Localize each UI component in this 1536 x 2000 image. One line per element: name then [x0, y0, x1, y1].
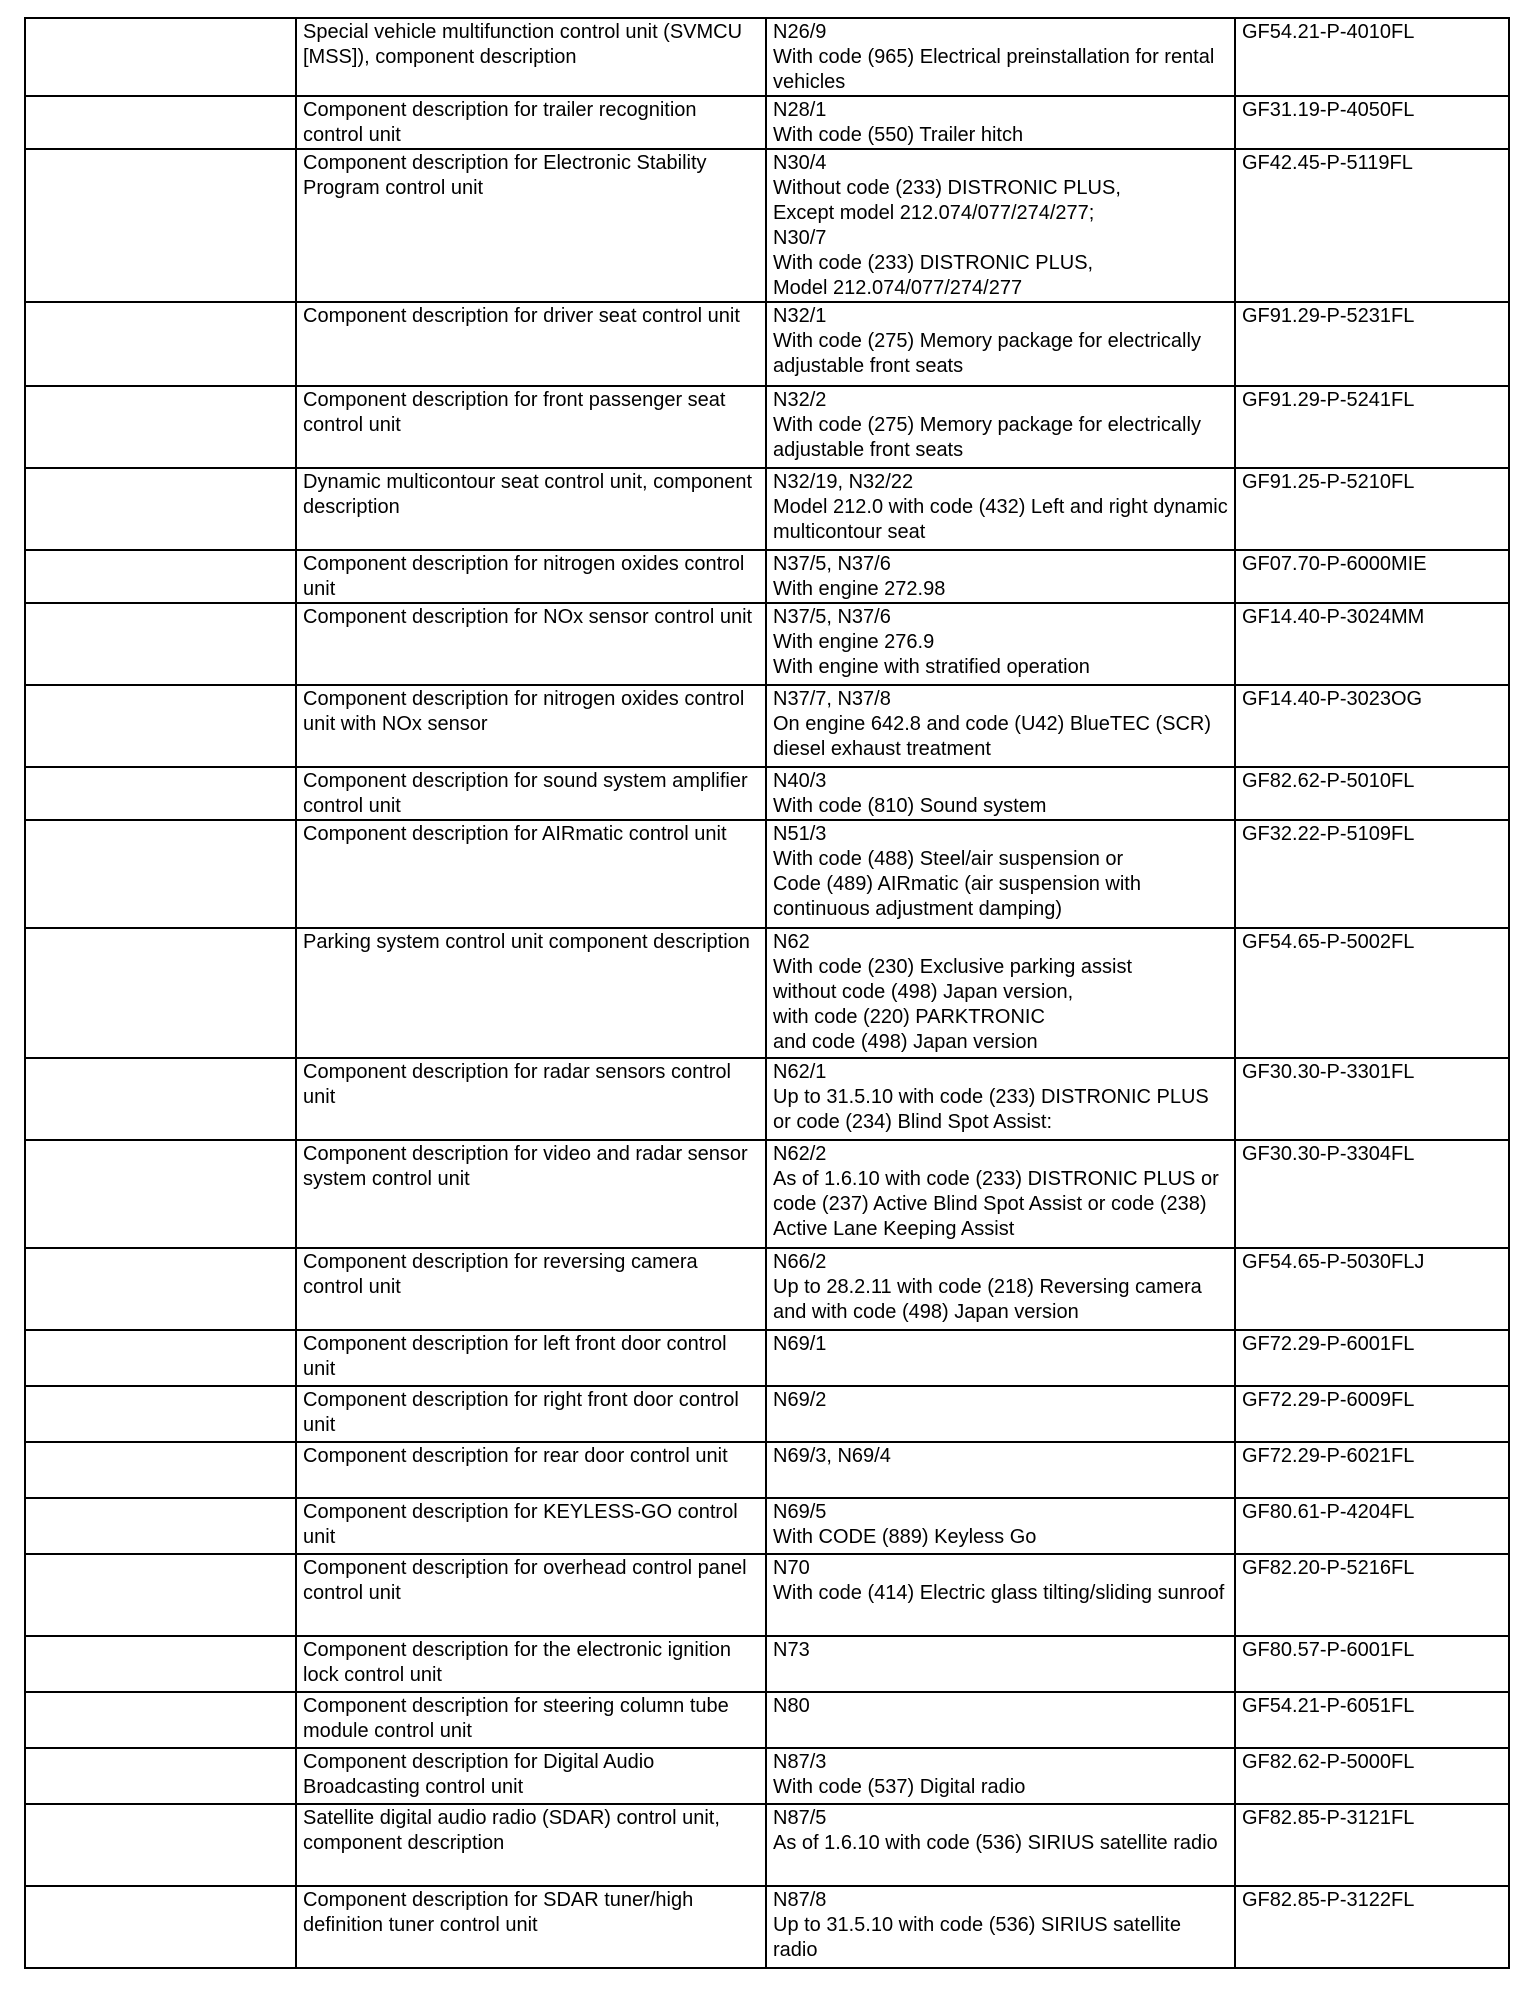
component-code-conditions: [766, 603, 1235, 685]
component-code-conditions: [766, 386, 1235, 468]
table-row: [25, 767, 1509, 820]
component-code-conditions: [766, 767, 1235, 820]
condition-line: N69/2: [773, 1389, 827, 1411]
condition-line: Code (489) AIRmatic (air suspension with continuous adjustment damping): [773, 873, 1141, 920]
component-code-conditions: [766, 685, 1235, 767]
empty-cell: [25, 149, 296, 302]
component-description: Component description for Digital Audio Broadcasting control unit: [296, 1748, 766, 1804]
table-body: [25, 18, 1509, 1968]
condition-line: With code (414) Electric glass tilting/sliding sunroof: [773, 1582, 1225, 1604]
component-description: Component description for Electronic Stability Program control unit: [296, 149, 766, 302]
document-number: GF32.22-P-5109FL: [1235, 820, 1509, 928]
document-number: GF72.29-P-6001FL: [1235, 1330, 1509, 1386]
document-number: GF42.45-P-5119FL: [1235, 149, 1509, 302]
document-number: GF82.85-P-3122FL: [1235, 1886, 1509, 1968]
empty-cell: [25, 1058, 296, 1140]
empty-cell: [25, 1442, 296, 1498]
empty-cell: [25, 550, 296, 603]
component-description: Component description for steering column tube module control unit: [296, 1692, 766, 1748]
document-number: GF54.21-P-6051FL: [1235, 1692, 1509, 1748]
condition-line: N26/9: [773, 21, 827, 43]
document-number: GF30.30-P-3304FL: [1235, 1140, 1509, 1248]
component-code-conditions: [766, 550, 1235, 603]
document-number: GF82.20-P-5216FL: [1235, 1554, 1509, 1636]
component-code-conditions: [766, 1636, 1235, 1692]
condition-line: N37/5, N37/6: [773, 553, 891, 575]
table-row: [25, 1058, 1509, 1140]
component-description: Component description for video and radar sensor system control unit: [296, 1140, 766, 1248]
document-number: GF82.62-P-5010FL: [1235, 767, 1509, 820]
condition-line: Up to 28.2.11 with code (218) Reversing camera and with code (498) Japan version: [773, 1276, 1202, 1323]
component-description: Component description for driver seat control unit: [296, 302, 766, 386]
condition-line: With code (550) Trailer hitch: [773, 124, 1024, 146]
condition-line: N69/3, N69/4: [773, 1445, 891, 1467]
table-row: [25, 603, 1509, 685]
table-row: [25, 1692, 1509, 1748]
empty-cell: [25, 685, 296, 767]
document-number: GF14.40-P-3023OG: [1235, 685, 1509, 767]
table-row: [25, 1330, 1509, 1386]
component-code-conditions: [766, 1692, 1235, 1748]
condition-line: N62/2: [773, 1143, 827, 1165]
condition-line: N87/3: [773, 1751, 827, 1773]
condition-line: N32/2: [773, 389, 827, 411]
condition-line: N73: [773, 1639, 810, 1661]
table-row: [25, 685, 1509, 767]
table-row: [25, 1248, 1509, 1330]
empty-cell: [25, 767, 296, 820]
document-number: GF91.29-P-5231FL: [1235, 302, 1509, 386]
document-number: GF54.65-P-5030FLJ: [1235, 1248, 1509, 1330]
condition-line: With code (230) Exclusive parking assist: [773, 956, 1133, 978]
condition-line: N32/19, N32/22: [773, 471, 914, 493]
condition-line: N62: [773, 931, 810, 953]
component-description: Component description for left front door control unit: [296, 1330, 766, 1386]
condition-line: With code (233) DISTRONIC PLUS,: [773, 252, 1094, 274]
component-code-conditions: [766, 1442, 1235, 1498]
condition-line: N66/2: [773, 1251, 827, 1273]
component-description: Satellite digital audio radio (SDAR) control unit, component description: [296, 1804, 766, 1886]
component-code-conditions: [766, 1330, 1235, 1386]
component-code-conditions: [766, 1498, 1235, 1554]
empty-cell: [25, 1886, 296, 1968]
document-number: GF07.70-P-6000MIE: [1235, 550, 1509, 603]
table-row: [25, 149, 1509, 302]
condition-line: N40/3: [773, 770, 827, 792]
table-row: [25, 550, 1509, 603]
component-table: [24, 17, 1510, 1969]
condition-line: With code (965) Electrical preinstallation for rental vehicles: [773, 46, 1215, 93]
condition-line: N80: [773, 1695, 810, 1717]
empty-cell: [25, 1636, 296, 1692]
condition-line: N69/5: [773, 1501, 827, 1523]
condition-line: with code (220) PARKTRONIC: [773, 1006, 1045, 1028]
condition-line: N69/1: [773, 1333, 827, 1355]
table-row: [25, 386, 1509, 468]
condition-line: N30/7: [773, 227, 827, 249]
condition-line: With code (537) Digital radio: [773, 1776, 1026, 1798]
component-code-conditions: [766, 1886, 1235, 1968]
empty-cell: [25, 1804, 296, 1886]
condition-line: Without code (233) DISTRONIC PLUS,: [773, 177, 1121, 199]
condition-line: Up to 31.5.10 with code (536) SIRIUS satellite radio: [773, 1914, 1181, 1961]
empty-cell: [25, 603, 296, 685]
document-number: GF72.29-P-6021FL: [1235, 1442, 1509, 1498]
table-row: [25, 928, 1509, 1058]
empty-cell: [25, 302, 296, 386]
empty-cell: [25, 386, 296, 468]
document-number: GF80.61-P-4204FL: [1235, 1498, 1509, 1554]
empty-cell: [25, 928, 296, 1058]
document-number: GF82.62-P-5000FL: [1235, 1748, 1509, 1804]
component-description: Component description for nitrogen oxides control unit with NOx sensor: [296, 685, 766, 767]
document-number: GF80.57-P-6001FL: [1235, 1636, 1509, 1692]
condition-line: With CODE (889) Keyless Go: [773, 1526, 1037, 1548]
component-description: Component description for nitrogen oxides control unit: [296, 550, 766, 603]
table-row: [25, 1140, 1509, 1248]
condition-line: Up to 31.5.10 with code (233) DISTRONIC PLUS or code (234) Blind Spot Assist:: [773, 1086, 1209, 1133]
component-description: Component description for trailer recognition control unit: [296, 96, 766, 149]
condition-line: N87/8: [773, 1889, 827, 1911]
document-number: GF72.29-P-6009FL: [1235, 1386, 1509, 1442]
table-row: [25, 1636, 1509, 1692]
table-row: [25, 1498, 1509, 1554]
component-code-conditions: [766, 1248, 1235, 1330]
empty-cell: [25, 1386, 296, 1442]
condition-line: With code (810) Sound system: [773, 795, 1047, 817]
empty-cell: [25, 1498, 296, 1554]
table-row: [25, 302, 1509, 386]
empty-cell: [25, 18, 296, 96]
table-row: [25, 1554, 1509, 1636]
component-description: Component description for rear door control unit: [296, 1442, 766, 1498]
component-code-conditions: [766, 468, 1235, 550]
component-description: Component description for sound system amplifier control unit: [296, 767, 766, 820]
component-description: Component description for radar sensors control unit: [296, 1058, 766, 1140]
component-description: Parking system control unit component description: [296, 928, 766, 1058]
table-row: [25, 1748, 1509, 1804]
component-code-conditions: [766, 302, 1235, 386]
condition-line: N70: [773, 1557, 810, 1579]
table-row: [25, 1804, 1509, 1886]
component-description: Component description for AIRmatic control unit: [296, 820, 766, 928]
condition-line: As of 1.6.10 with code (233) DISTRONIC PLUS or code (237) Active Blind Spot Assist or code (238) Active Lane Keeping Assist: [773, 1168, 1219, 1240]
component-code-conditions: [766, 928, 1235, 1058]
empty-cell: [25, 1554, 296, 1636]
component-description: Dynamic multicontour seat control unit, component description: [296, 468, 766, 550]
component-description: Special vehicle multifunction control unit (SVMCU [MSS]), component description: [296, 18, 766, 96]
condition-line: With code (488) Steel/air suspension or: [773, 848, 1124, 870]
condition-line: With code (275) Memory package for electrically adjustable front seats: [773, 414, 1201, 461]
condition-line: N62/1: [773, 1061, 827, 1083]
component-description: Component description for right front door control unit: [296, 1386, 766, 1442]
condition-line: N37/7, N37/8: [773, 688, 891, 710]
empty-cell: [25, 1330, 296, 1386]
component-code-conditions: [766, 1386, 1235, 1442]
component-code-conditions: [766, 1804, 1235, 1886]
component-description: Component description for overhead control panel control unit: [296, 1554, 766, 1636]
component-description: Component description for reversing camera control unit: [296, 1248, 766, 1330]
document-number: GF54.21-P-4010FL: [1235, 18, 1509, 96]
condition-line: With engine 272.98: [773, 578, 946, 600]
document-number: GF54.65-P-5002FL: [1235, 928, 1509, 1058]
component-description: Component description for front passenger seat control unit: [296, 386, 766, 468]
condition-line: N37/5, N37/6: [773, 606, 891, 628]
component-code-conditions: [766, 149, 1235, 302]
document-number: GF14.40-P-3024MM: [1235, 603, 1509, 685]
empty-cell: [25, 1248, 296, 1330]
condition-line: Model 212.074/077/274/277: [773, 277, 1023, 299]
empty-cell: [25, 96, 296, 149]
condition-line: On engine 642.8 and code (U42) BlueTEC (SCR) diesel exhaust treatment: [773, 713, 1212, 760]
condition-line: With engine with stratified operation: [773, 656, 1090, 678]
condition-line: N51/3: [773, 823, 827, 845]
component-code-conditions: [766, 1554, 1235, 1636]
table-row: [25, 1886, 1509, 1968]
document-number: GF91.29-P-5241FL: [1235, 386, 1509, 468]
condition-line: N28/1: [773, 99, 827, 121]
component-description: Component description for NOx sensor control unit: [296, 603, 766, 685]
condition-line: N87/5: [773, 1807, 827, 1829]
condition-line: without code (498) Japan version,: [773, 981, 1074, 1003]
table-row: [25, 820, 1509, 928]
condition-line: Model 212.0 with code (432) Left and right dynamic multicontour seat: [773, 496, 1228, 543]
table-row: [25, 96, 1509, 149]
document-number: GF31.19-P-4050FL: [1235, 96, 1509, 149]
condition-line: N32/1: [773, 305, 827, 327]
component-code-conditions: [766, 820, 1235, 928]
component-description: Component description for SDAR tuner/high definition tuner control unit: [296, 1886, 766, 1968]
table-row: [25, 468, 1509, 550]
table-row: [25, 1386, 1509, 1442]
component-code-conditions: [766, 1748, 1235, 1804]
component-code-conditions: [766, 96, 1235, 149]
empty-cell: [25, 1692, 296, 1748]
condition-line: and code (498) Japan version: [773, 1031, 1038, 1053]
condition-line: N30/4: [773, 152, 827, 174]
condition-line: Except model 212.074/077/274/277;: [773, 202, 1095, 224]
component-code-conditions: [766, 1058, 1235, 1140]
condition-line: With engine 276.9: [773, 631, 935, 653]
table-row: [25, 18, 1509, 96]
empty-cell: [25, 1748, 296, 1804]
document-number: GF91.25-P-5210FL: [1235, 468, 1509, 550]
empty-cell: [25, 820, 296, 928]
empty-cell: [25, 1140, 296, 1248]
component-code-conditions: [766, 1140, 1235, 1248]
condition-line: As of 1.6.10 with code (536) SIRIUS satellite radio: [773, 1832, 1218, 1854]
component-description: Component description for KEYLESS-GO control unit: [296, 1498, 766, 1554]
table-row: [25, 1442, 1509, 1498]
empty-cell: [25, 468, 296, 550]
document-number: GF82.85-P-3121FL: [1235, 1804, 1509, 1886]
condition-line: With code (275) Memory package for electrically adjustable front seats: [773, 330, 1201, 377]
component-code-conditions: [766, 18, 1235, 96]
document-number: GF30.30-P-3301FL: [1235, 1058, 1509, 1140]
component-description: Component description for the electronic ignition lock control unit: [296, 1636, 766, 1692]
